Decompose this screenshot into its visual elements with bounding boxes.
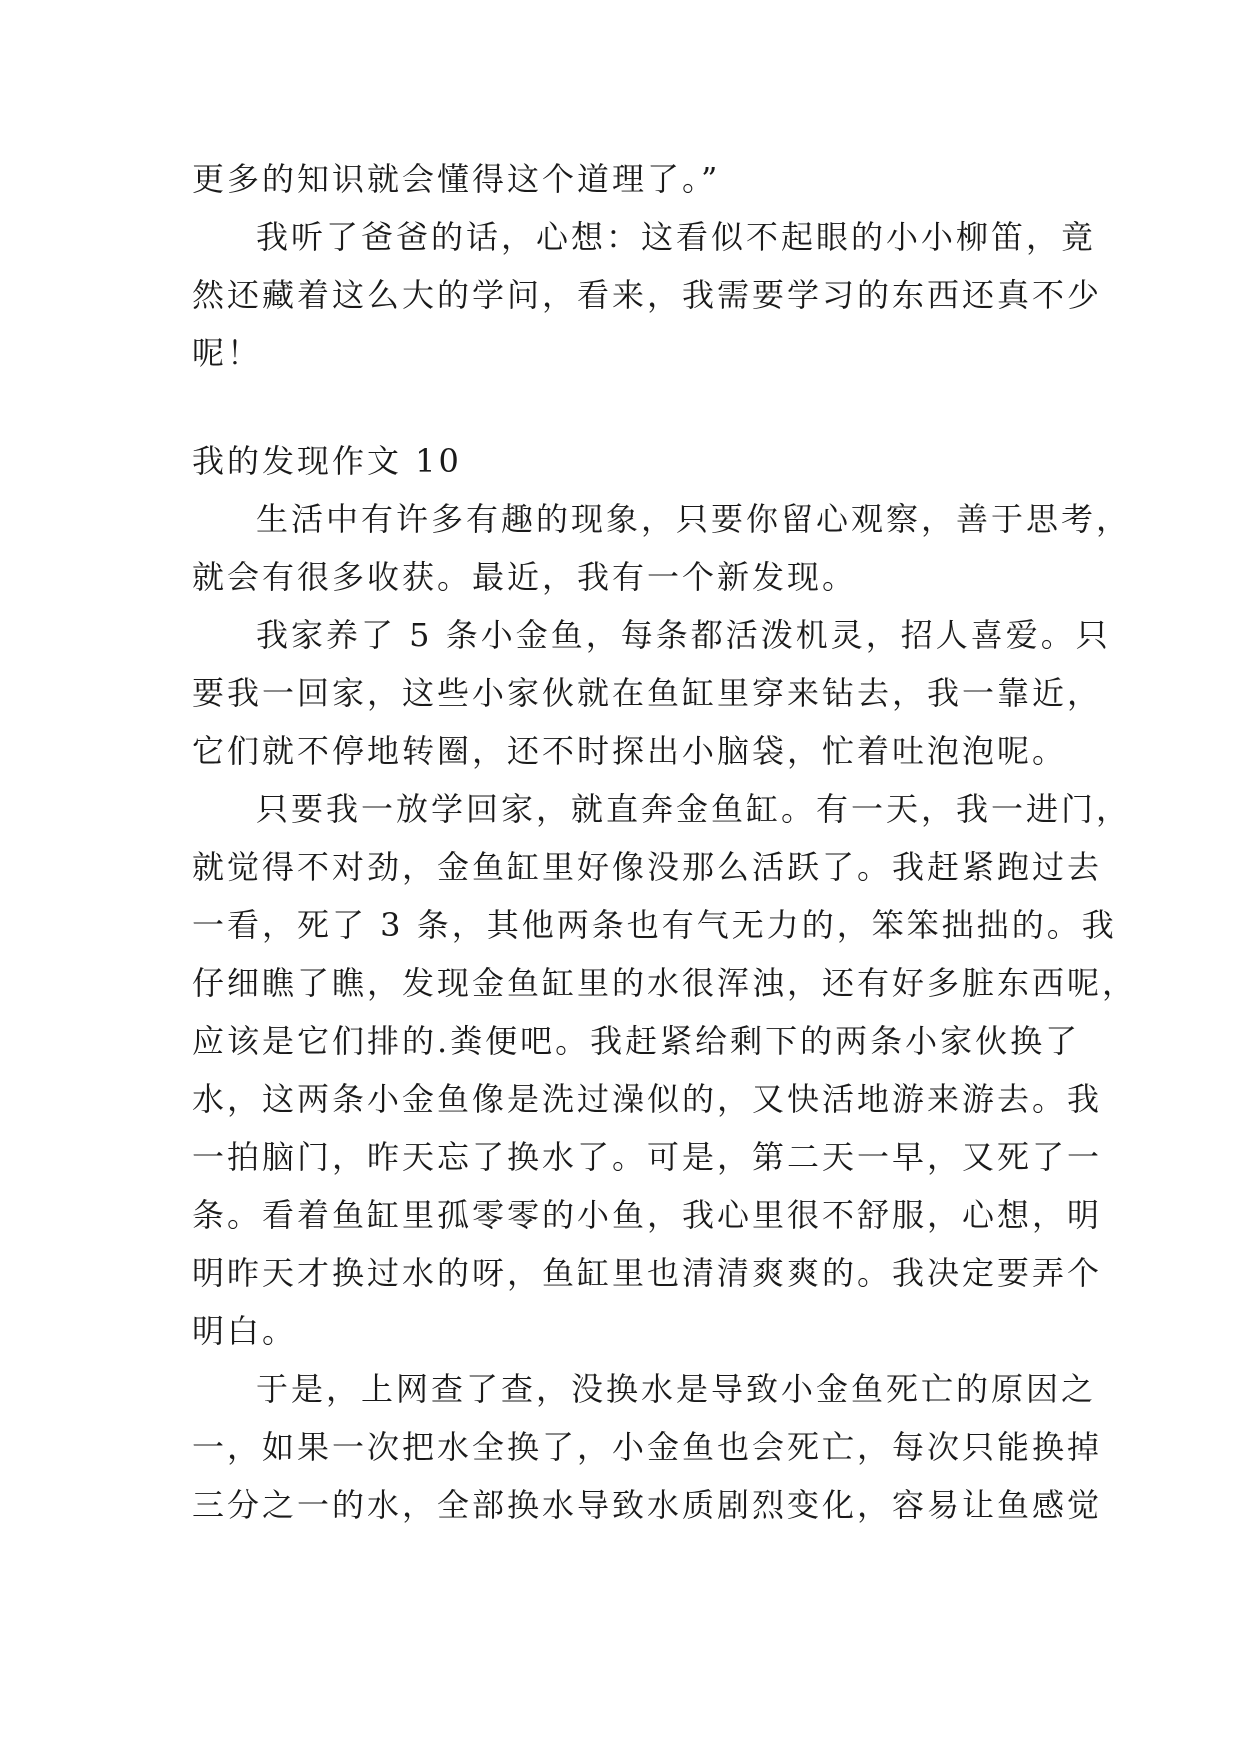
document-page — [192, 150, 1138, 1534]
text-line: 呢！ — [192, 334, 263, 372]
text-line: 三分之一的水，全部换水导致水质剧烈变化，容易让鱼感觉 — [192, 1486, 1103, 1524]
text-line: 一，如果一次把水全换了，小金鱼也会死亡，每次只能换掉 — [192, 1428, 1103, 1466]
text-line: 我听了爸爸的话，心想：这看似不起眼的小小柳笛，竟 — [256, 218, 1097, 256]
text-line: 明白。 — [192, 1312, 298, 1350]
text-line: 更多的知识就会懂得这个道理了。” — [192, 160, 721, 198]
text-line: 应该是它们排的.粪便吧。我赶紧给剩下的两条小家伙换了 — [192, 1022, 1081, 1060]
paragraph-intro — [192, 490, 1132, 606]
section-title: 我的发现作文 10 — [192, 442, 462, 480]
text-line: 明昨天才换过水的呀，鱼缸里也清清爽爽的。我决定要弄个 — [192, 1254, 1103, 1292]
paragraph-goldfish — [192, 606, 1111, 780]
text-line: 一拍脑门，昨天忘了换水了。可是，第二天一早，又死了一 — [192, 1138, 1103, 1176]
text-line: 生活中有许多有趣的现象，只要你留心观察，善于思考， — [256, 500, 1132, 538]
text-line: 水，这两条小金鱼像是洗过澡似的，又快活地游来游去。我 — [192, 1080, 1103, 1118]
paragraph-event — [192, 780, 1138, 1360]
paragraph-research — [192, 1360, 1103, 1534]
paragraph-reflection — [192, 208, 1103, 382]
text-line: 然还藏着这么大的学问，看来，我需要学习的东西还真不少 — [192, 276, 1103, 314]
text-line: 我家养了 5 条小金鱼，每条都活泼机灵，招人喜爱。只 — [256, 616, 1111, 654]
text-line: 仔细瞧了瞧，发现金鱼缸里的水很浑浊，还有好多脏东西呢， — [192, 964, 1138, 1002]
text-line: 于是，上网查了查，没换水是导致小金鱼死亡的原因之 — [256, 1370, 1097, 1408]
text-line: 只要我一放学回家，就直奔金鱼缸。有一天，我一进门， — [256, 790, 1132, 828]
text-line: 就觉得不对劲，金鱼缸里好像没那么活跃了。我赶紧跑过去 — [192, 848, 1103, 886]
text-line: 就会有很多收获。最近，我有一个新发现。 — [192, 558, 858, 596]
paragraph-continuation — [192, 150, 1052, 208]
text-line: 一看，死了 3 条，其他两条也有气无力的，笨笨拙拙的。我 — [192, 906, 1117, 944]
text-line: 它们就不停地转圈，还不时探出小脑袋，忙着吐泡泡呢。 — [192, 732, 1068, 770]
text-line: 要我一回家，这些小家伙就在鱼缸里穿来钻去，我一靠近， — [192, 674, 1103, 712]
text-line: 条。看着鱼缸里孤零零的小鱼，我心里很不舒服，心想，明 — [192, 1196, 1103, 1234]
